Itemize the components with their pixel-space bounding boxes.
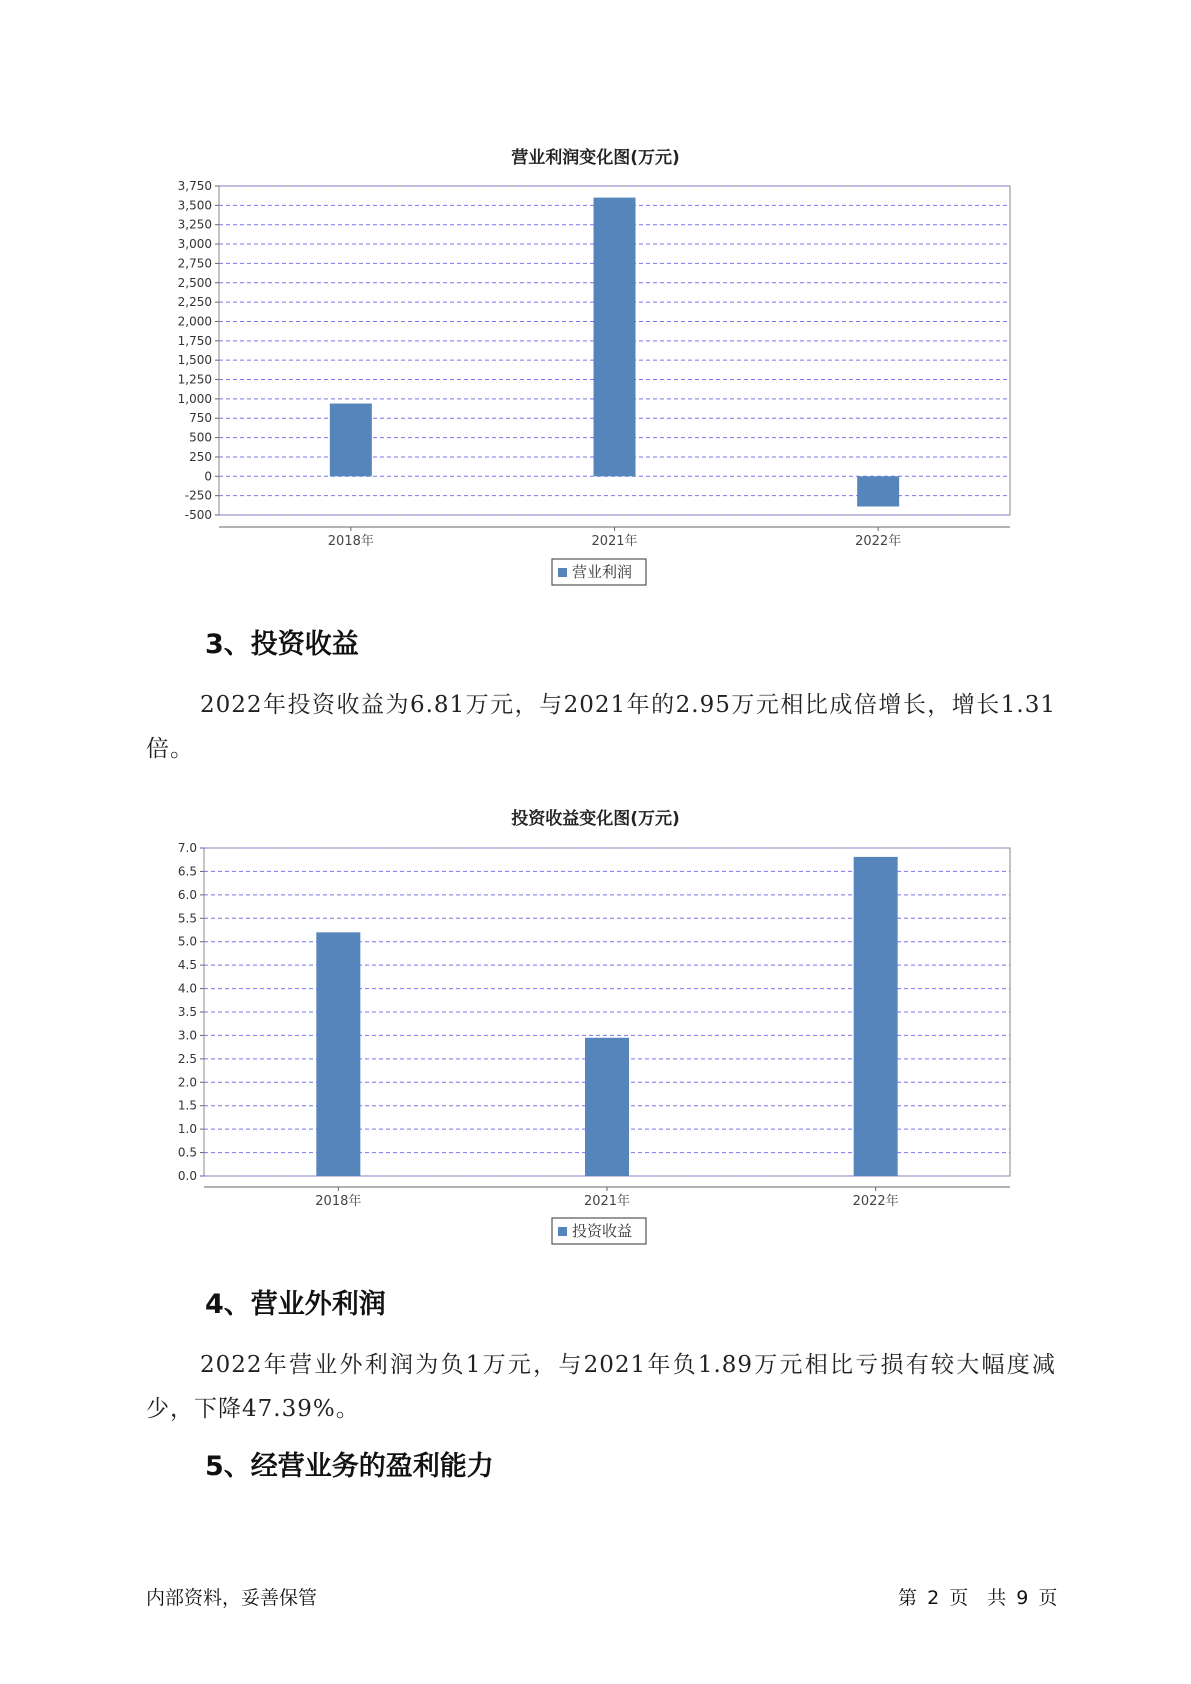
heading-non-operating-profit: 4、营业外利润	[205, 1289, 386, 1320]
footer-page-number	[896, 1583, 1059, 1610]
y-tick-label: 7.0	[177, 841, 197, 855]
y-tick-label: -250	[184, 488, 212, 503]
bar-2022年	[854, 857, 898, 1176]
y-tick-label: 1,750	[177, 333, 212, 348]
y-tick-label: 3,250	[177, 217, 212, 232]
y-tick-label: -500	[184, 508, 212, 522]
y-tick-label: 6.0	[177, 887, 197, 902]
x-tick-label: 2022年	[852, 1194, 899, 1209]
y-tick-label: 6.5	[177, 864, 197, 879]
chart-title-investment-income: 投资收益变化图(万元)	[511, 809, 680, 829]
y-tick-label: 1,000	[177, 391, 212, 406]
x-tick-label: 2018年	[327, 534, 374, 549]
y-tick-label: 1.0	[177, 1122, 197, 1137]
legend-label: 投资收益	[572, 1222, 633, 1240]
y-tick-label: 500	[189, 430, 212, 445]
bar-2022年	[857, 476, 899, 506]
paragraph-investment-income: 2022年投资收益为6.81万元，与2021年的2.95万元相比成倍增长，增长1.31倍。	[146, 692, 1056, 762]
y-tick-label: 3.0	[177, 1028, 197, 1043]
page-total: 9	[1016, 1587, 1029, 1609]
y-tick-label: 3.5	[177, 1005, 197, 1019]
y-tick-label: 2,250	[177, 295, 212, 310]
bar-2018年	[316, 932, 360, 1176]
y-tick-label: 250	[189, 449, 212, 464]
footer-confidential-note: 内部资料，妥善保管	[146, 1587, 318, 1609]
y-tick-label: 1,250	[177, 372, 212, 387]
investment-income-chart	[0, 836, 1191, 1246]
heading-business-profitability: 5、经营业务的盈利能力	[205, 1451, 494, 1482]
page-suffix: 页	[1038, 1587, 1058, 1609]
legend-swatch	[558, 1227, 567, 1236]
y-tick-label: 3,750	[177, 179, 212, 193]
chart-title-operating-profit: 营业利润变化图(万元)	[511, 148, 680, 168]
y-tick-label: 2,000	[177, 314, 212, 329]
y-tick-label: 750	[189, 411, 212, 426]
y-tick-label: 5.5	[177, 911, 197, 926]
y-tick-label: 2,500	[177, 275, 212, 290]
y-tick-label: 3,500	[177, 198, 212, 213]
y-tick-label: 1,500	[177, 353, 212, 368]
y-tick-label: 0	[204, 469, 212, 484]
y-tick-label: 5.0	[177, 934, 197, 949]
y-tick-label: 0.0	[177, 1169, 197, 1183]
x-tick-label: 2021年	[591, 534, 638, 549]
y-tick-label: 2.0	[177, 1075, 197, 1090]
x-tick-label: 2021年	[583, 1194, 631, 1209]
y-tick-label: 0.5	[177, 1145, 197, 1160]
bar-2021年	[594, 198, 636, 477]
page-prefix: 第	[898, 1587, 918, 1609]
operating-profit-chart	[0, 172, 1191, 612]
y-tick-label: 3,000	[177, 237, 212, 252]
y-tick-label: 2,750	[177, 256, 212, 271]
paragraph-non-operating-profit: 2022年营业外利润为负1万元，与2021年负1.89万元相比亏损有较大幅度减少，下降47.39%。	[146, 1352, 1056, 1422]
x-tick-label: 2018年	[315, 1194, 362, 1209]
x-tick-label: 2022年	[855, 534, 902, 549]
y-tick-label: 4.0	[177, 981, 197, 996]
legend-label: 营业利润	[572, 563, 633, 581]
heading-investment-income: 3、投资收益	[205, 629, 359, 660]
page-mid: 页 共	[949, 1587, 1007, 1609]
y-tick-label: 4.5	[177, 958, 197, 973]
y-tick-label: 2.5	[177, 1051, 197, 1066]
page-current: 2	[927, 1587, 940, 1609]
bar-2018年	[330, 404, 372, 477]
legend-swatch	[558, 568, 567, 577]
bar-2021年	[585, 1038, 629, 1176]
y-tick-label: 1.5	[177, 1098, 197, 1113]
